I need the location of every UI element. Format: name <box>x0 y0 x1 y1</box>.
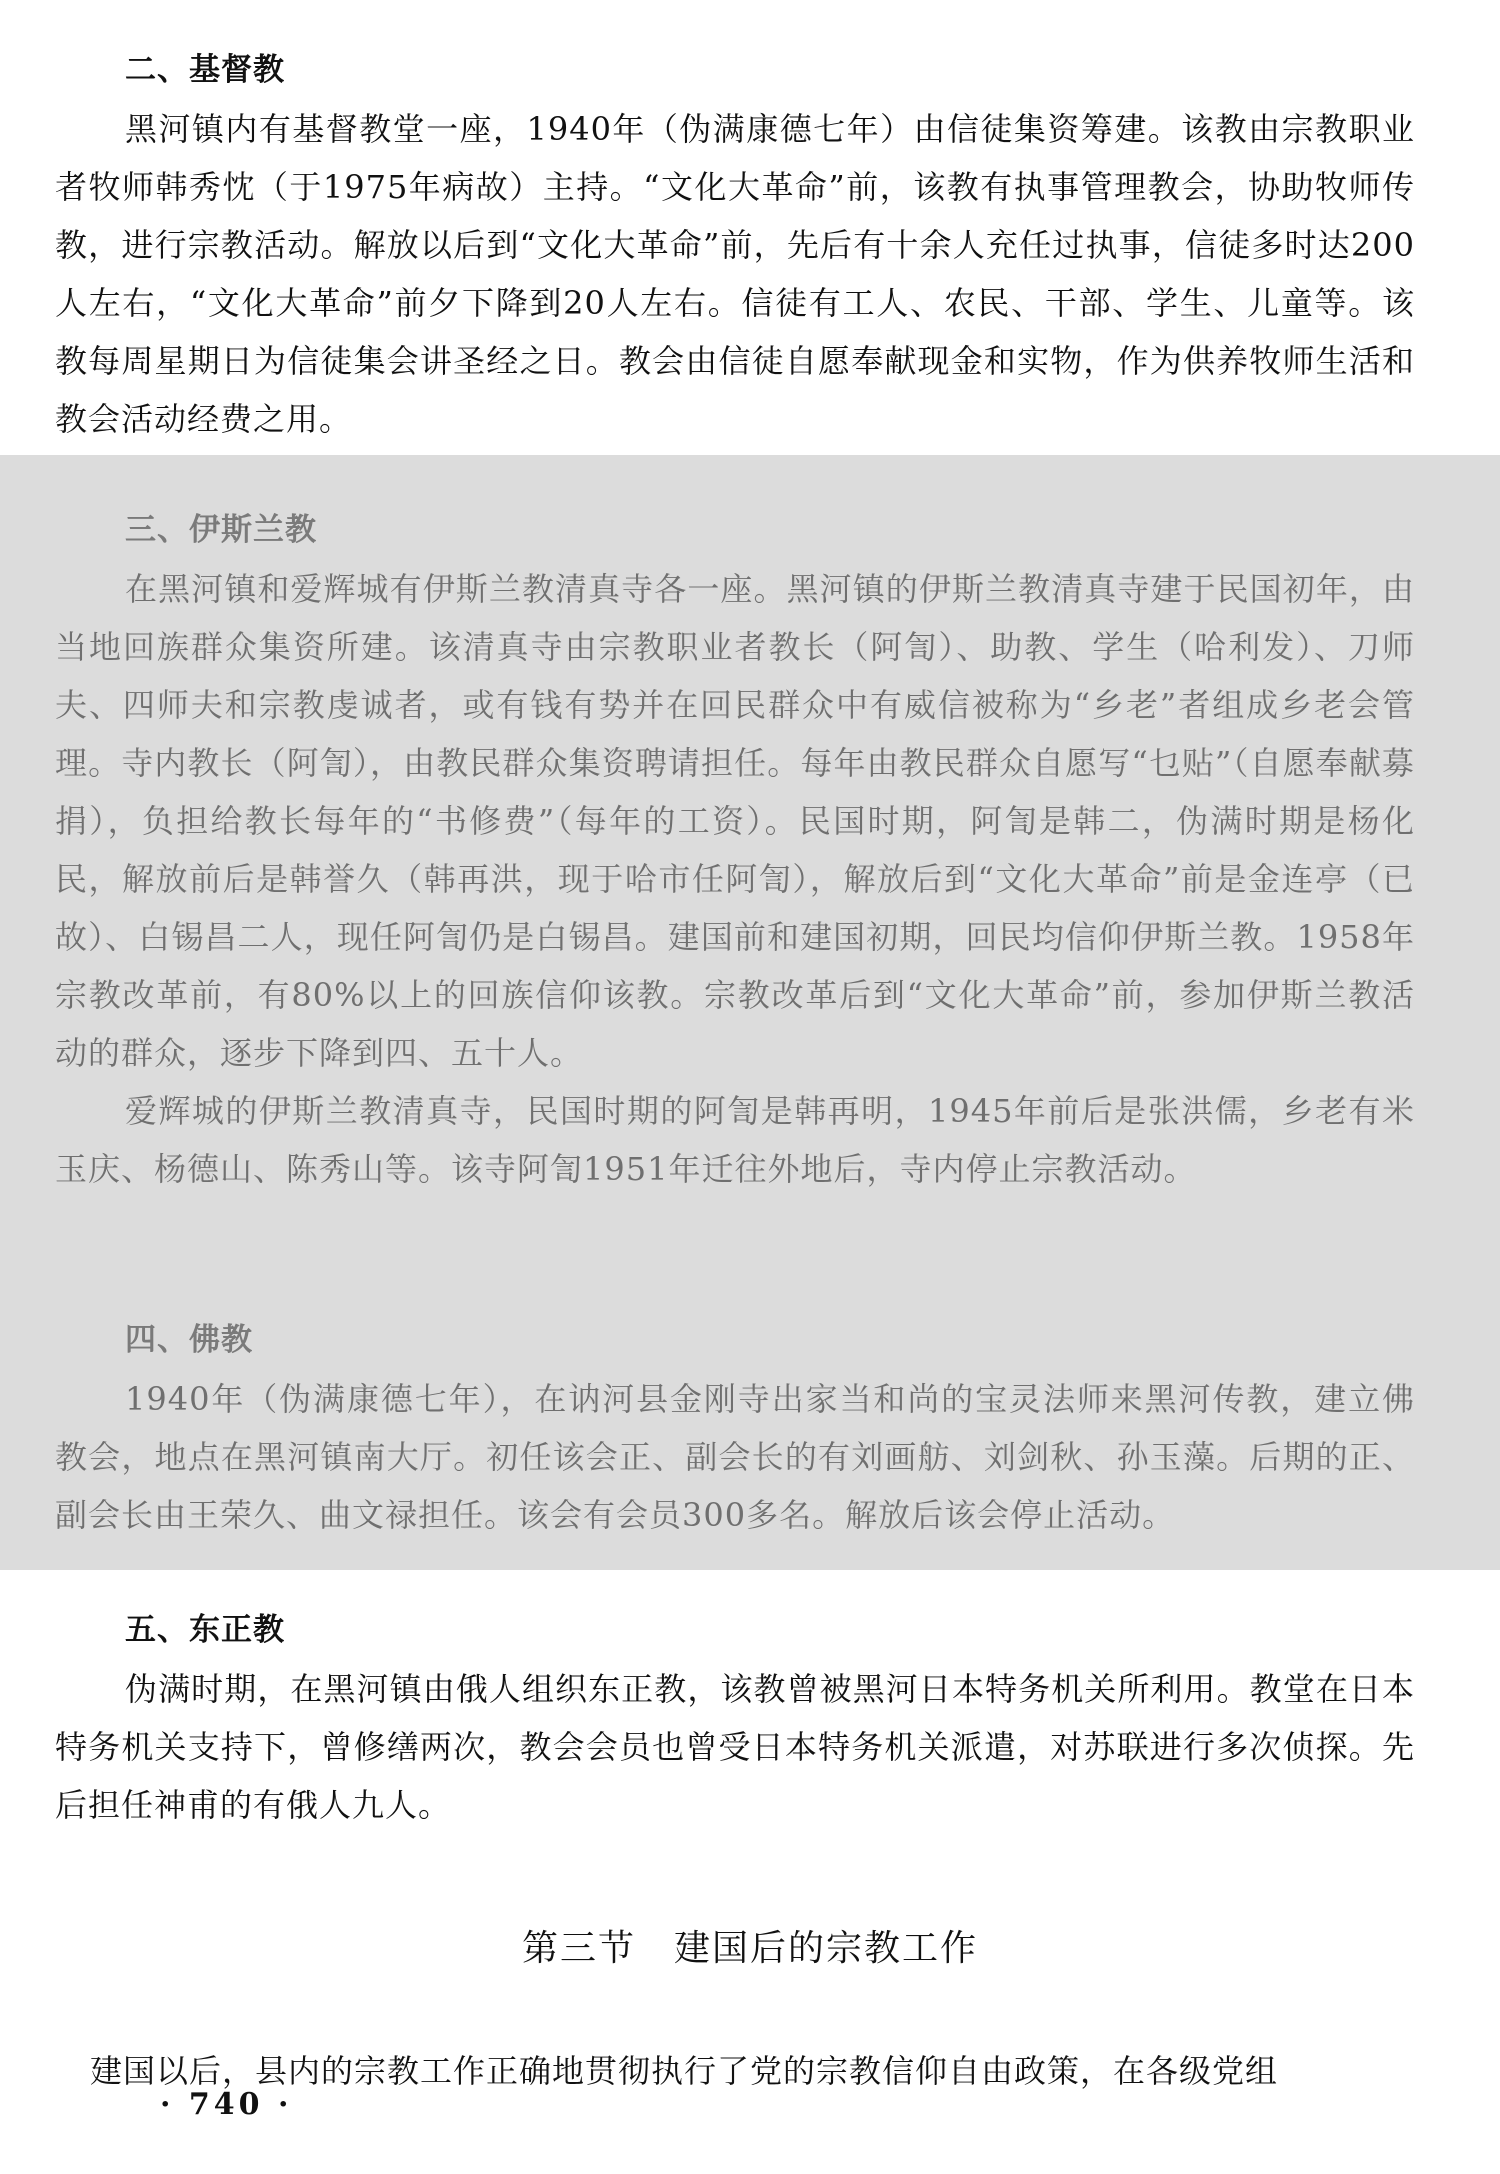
section-paragraph: 在黑河镇和爱辉城有伊斯兰教清真寺各一座。黑河镇的伊斯兰教清真寺建于民国初年，由当地回族群众集资所建。该清真寺由宗教职业者教长（阿訇）、助教、学生（哈利发）、刀师夫、四师夫和宗教虔诚者，或有钱有势并在回民群众中有威信被称为“乡老”者组成乡老会管理。寺内教长（阿訇），由教民群众集资聘请担任。每年由教民群众自愿写“乜贴”（自愿奉献募捐），负担给教长每年的“书修费”（每年的工资）。民国时期，阿訇是韩二，伪满时期是杨化民，解放前后是韩誉久（韩再洪，现于哈市任阿訇），解放后到“文化大革命”前是金连亭（已故）、白锡昌二人，现任阿訇仍是白锡昌。建国前和建国初期，回民均信仰伊斯兰教。1958年宗教改革前，有80%以上的回族信仰该教。宗教改革后到“文化大革命”前，参加伊斯兰教活动的群众，逐步下降到四、五十人。 <box>55 570 1415 1072</box>
section-heading: 四、佛教 <box>125 1322 253 1358</box>
section-christianity <box>55 50 1415 448</box>
section-heading: 二、基督教 <box>125 52 285 88</box>
section-islam <box>55 510 1415 1198</box>
section-heading: 三、伊斯兰教 <box>125 512 317 548</box>
section-buddhism <box>55 1320 1415 1544</box>
section-paragraph: 爱辉城的伊斯兰教清真寺，民国时期的阿訇是韩再明，1945年前后是张洪儒，乡老有米玉庆、杨德山、陈秀山等。该寺阿訇1951年迁往外地后，寺内停止宗教活动。 <box>55 1092 1415 1188</box>
page-number: · 740 · <box>160 2087 293 2122</box>
chapter-title: 第三节 建国后的宗教工作 <box>521 1928 978 1970</box>
section-paragraph: 1940年（伪满康德七年），在讷河县金刚寺出家当和尚的宝灵法师来黑河传教，建立佛教会，地点在黑河镇南大厅。初任该会正、副会长的有刘画舫、刘剑秋、孙玉藻。后期的正、副会长由王荣久、曲文禄担任。该会有会员300多名。解放后该会停止活动。 <box>55 1380 1415 1534</box>
final-paragraph-line: 建国以后，县内的宗教工作正确地贯彻执行了党的宗教信仰自由政策，在各级党组 <box>90 2052 1279 2090</box>
section-orthodox <box>55 1610 1415 1834</box>
section-paragraph: 黑河镇内有基督教堂一座，1940年（伪满康德七年）由信徒集资筹建。该教由宗教职业者牧师韩秀忱（于1975年病故）主持。“文化大革命”前，该教有执事管理教会，协助牧师传教，进行宗教活动。解放以后到“文化大革命”前，先后有十余人充任过执事，信徒多时达200人左右，“文化大革命”前夕下降到20人左右。信徒有工人、农民、干部、学生、儿童等。该教每周星期日为信徒集会讲圣经之日。教会由信徒自愿奉献现金和实物，作为供养牧师生活和教会活动经费之用。 <box>55 110 1415 438</box>
section-heading: 五、东正教 <box>125 1612 285 1648</box>
section-paragraph: 伪满时期，在黑河镇由俄人组织东正教，该教曾被黑河日本特务机关所利用。教堂在日本特务机关支持下，曾修缮两次，教会会员也曾受日本特务机关派遣，对苏联进行多次侦探。先后担任神甫的有俄人九人。 <box>55 1670 1415 1824</box>
